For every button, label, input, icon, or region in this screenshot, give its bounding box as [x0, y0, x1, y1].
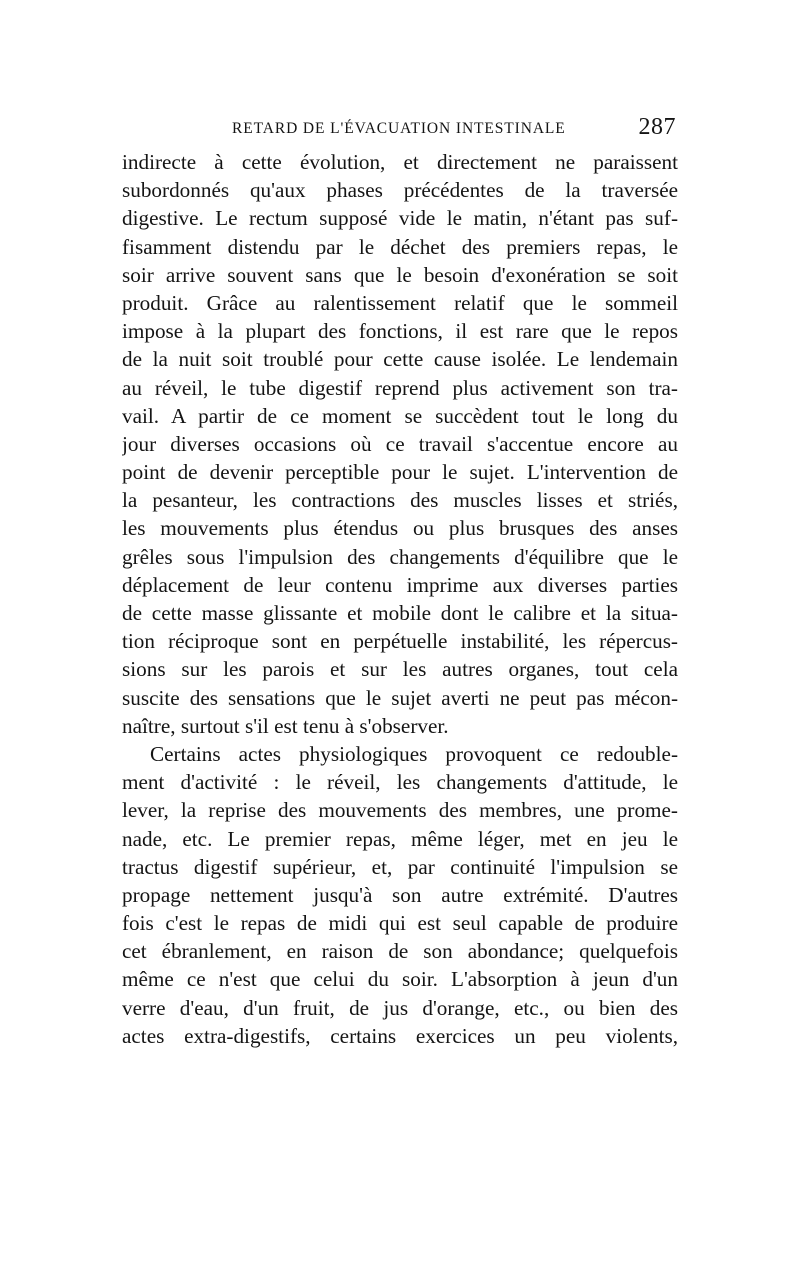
text-line: la pesanteur, les contractions des muscles lisses et striés, — [122, 488, 678, 513]
text-line: déplacement de leur contenu imprime aux diverses parties — [122, 572, 678, 597]
text-line: indirecte à cette évolution, et directement ne paraissent — [122, 150, 678, 174]
page-header — [232, 114, 676, 144]
text-line: produit. Grâce au ralentissement relatif que le sommeil — [122, 290, 678, 315]
paragraph-2 — [122, 740, 678, 1050]
text-line: naître, surtout s'il est tenu à s'observer. — [122, 713, 449, 738]
text-line: actes extra-digestifs, certains exercices un peu violents, — [122, 1023, 678, 1048]
text-line: suscite des sensations que le sujet averti ne peut pas mécon- — [122, 685, 678, 710]
body-text — [122, 148, 678, 1050]
text-line: sions sur les parois et sur les autres organes, tout cela — [122, 657, 678, 682]
text-line: point de devenir perceptible pour le sujet. L'intervention de — [122, 460, 678, 485]
text-line: ment d'activité : le réveil, les changements d'attitude, le — [122, 770, 678, 795]
text-line: nade, etc. Le premier repas, même léger, met en jeu le — [122, 826, 678, 851]
text-line: impose à la plupart des fonctions, il est rare que le repos — [122, 319, 678, 344]
text-line: de la nuit soit troublé pour cette cause isolée. Le lendemain — [122, 347, 678, 372]
paragraph-1 — [122, 148, 678, 740]
text-line: cet ébranlement, en raison de son abondance; quelquefois — [122, 939, 678, 964]
running-title: RETARD DE L'ÉVACUATION INTESTINALE — [232, 120, 566, 137]
text-line: soir arrive souvent sans que le besoin d'exonération se soit — [122, 262, 678, 287]
text-line: grêles sous l'impulsion des changements d'équilibre que le — [122, 544, 678, 569]
text-line: fois c'est le repas de midi qui est seul capable de produire — [122, 911, 678, 936]
text-line: propage nettement jusqu'à son autre extrémité. D'autres — [122, 882, 678, 907]
text-line: les mouvements plus étendus ou plus brusques des anses — [122, 516, 678, 541]
text-line: de cette masse glissante et mobile dont le calibre et la situa- — [122, 601, 678, 625]
text-line: tractus digestif supérieur, et, par continuité l'impulsion se — [122, 854, 678, 879]
text-line: jour diverses occasions où ce travail s'accentue encore au — [122, 431, 678, 456]
text-line: au réveil, le tube digestif reprend plus activement son tra- — [122, 375, 678, 400]
text-line: subordonnés qu'aux phases précédentes de la traversée — [122, 178, 678, 203]
text-line: même ce n'est que celui du soir. L'absorption à jeun d'un — [122, 967, 678, 992]
text-line: lever, la reprise des mouvements des membres, une prome- — [122, 798, 678, 823]
page-number: 287 — [638, 114, 676, 140]
text-line: vail. A partir de ce moment se succèdent tout le long du — [122, 403, 678, 428]
text-line: Certains actes physiologiques provoquent ce redouble- — [150, 741, 678, 766]
text-line: fisamment distendu par le déchet des premiers repas, le — [122, 234, 678, 259]
text-line: verre d'eau, d'un fruit, de jus d'orange, etc., ou bien des — [122, 995, 678, 1020]
text-line: tion réciproque sont en perpétuelle instabilité, les répercus- — [122, 629, 678, 654]
text-line: digestive. Le rectum supposé vide le matin, n'étant pas suf- — [122, 206, 678, 231]
